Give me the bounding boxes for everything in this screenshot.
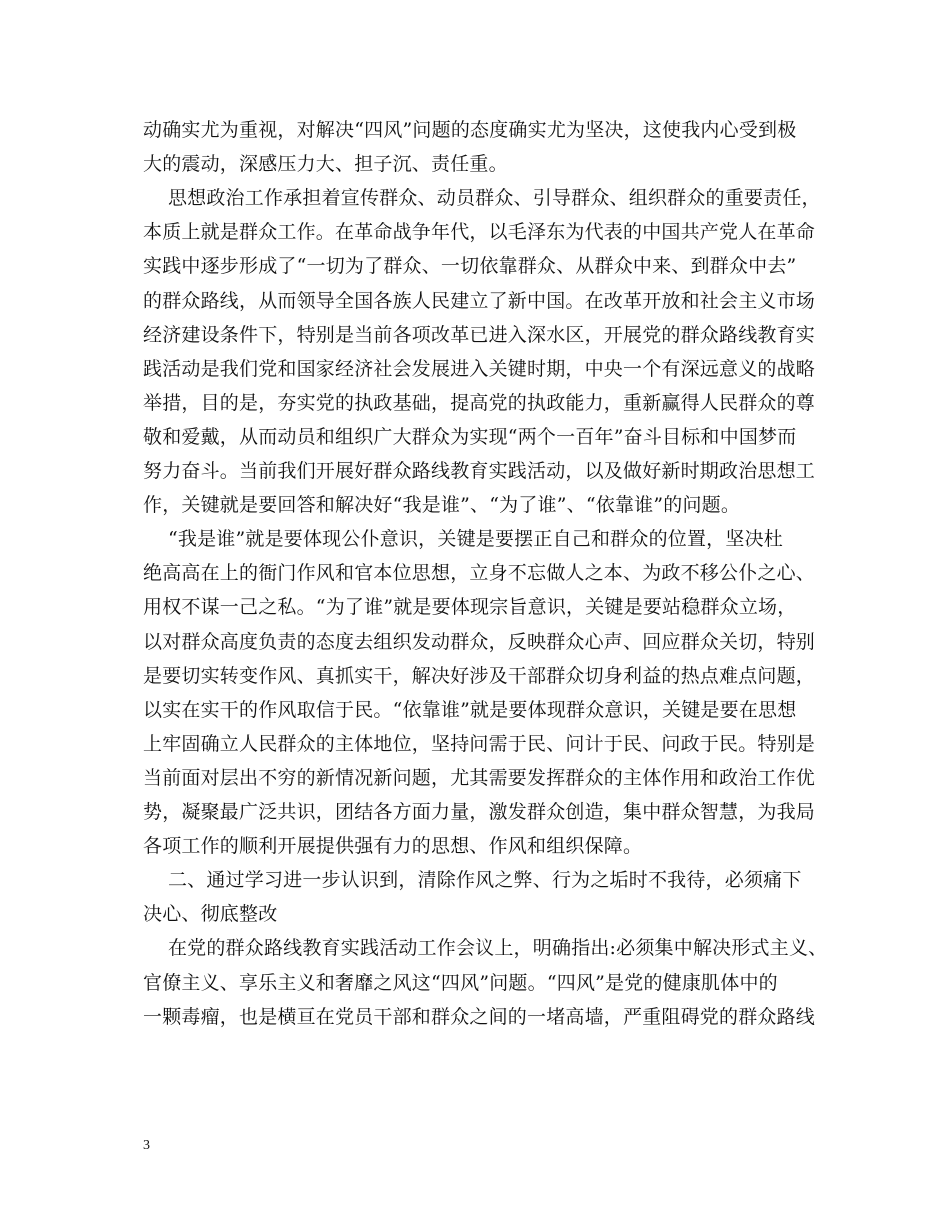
text-line: 各项工作的顺利开展提供强有力的思想、作风和组织保障。	[143, 835, 643, 857]
text-line: 实践中逐步形成了“一切为了群众、一切依靠群众、从群众中来、到群众中去”	[143, 255, 797, 277]
text-line: 绝高高在上的衙门作风和官本位思想，立身不忘做人之本、为政不移公仆之心、	[143, 562, 816, 584]
text-line: 势，凝聚最广泛共识，团结各方面力量，激发群众创造，集中群众智慧，为我局	[143, 801, 816, 823]
text-line: 作，关键就是要回答和解决好“我是谁”、“为了谁”、“依靠谁”的问题。	[143, 494, 741, 516]
text-line: 努力奋斗。当前我们开展好群众路线教育实践活动，以及做好新时期政治思想工	[143, 460, 816, 482]
text-line: 二、通过学习进一步认识到，清除作风之弊、行为之垢时不我待，必须痛下	[143, 869, 802, 891]
text-line: 敬和爱戴，从而动员和组织广大群众为实现“两个一百年”奋斗目标和中国梦而	[143, 426, 797, 448]
text-line: 是要切实转变作风、真抓实干，解决好涉及干部群众切身利益的热点难点问题，	[143, 665, 816, 687]
text-line: 在党的群众路线教育实践活动工作会议上，明确指出:必须集中解决形式主义、	[143, 937, 828, 959]
text-line: 经济建设条件下，特别是当前各项改革已进入深水区，开展党的群众路线教育实	[143, 324, 816, 346]
text-line: 动确实尤为重视，对解决“四风”问题的态度确实尤为坚决，这使我内心受到极	[143, 119, 797, 141]
text-line: 大的震动，深感压力大、担子沉、责任重。	[143, 153, 508, 175]
text-line: 以实在实干的作风取信于民。“依靠谁”就是要体现群众意识，关键是要在思想	[143, 699, 797, 721]
text-line: 官僚主义、享乐主义和奢靡之风这“四风”问题。“四风”是党的健康肌体中的	[143, 972, 778, 994]
text-line: 一颗毒瘤，也是横亘在党员干部和群众之间的一堵高墙，严重阻碍党的群众路线	[143, 1006, 816, 1028]
text-line: 的群众路线，从而领导全国各族人民建立了新中国。在改革开放和社会主义市场	[143, 290, 816, 312]
text-line: 决心、彻底整改	[143, 903, 278, 925]
text-line: 以对群众高度负责的态度去组织发动群众，反映群众心声、回应群众关切，特别	[143, 631, 816, 653]
page-number: 3	[143, 1138, 150, 1153]
text-line: 思想政治工作承担着宣传群众、动员群众、引导群众、组织群众的重要责任，	[143, 187, 821, 209]
text-line: 举措，目的是，夯实党的执政基础，提高党的执政能力，重新赢得人民群众的尊	[143, 392, 816, 414]
text-line: 践活动是我们党和国家经济社会发展进入关键时期，中央一个有深远意义的战略	[143, 358, 816, 380]
text-line: 当前面对层出不穷的新情况新问题，尤其需要发挥群众的主体作用和政治工作优	[143, 767, 816, 789]
text-line: 本质上就是群众工作。在革命战争年代，以毛泽东为代表的中国共产党人在革命	[143, 221, 816, 243]
text-line: “我是谁”就是要体现公仆意识，关键是要摆正自己和群众的位置，坚决杜	[143, 528, 783, 550]
text-line: 上牢固确立人民群众的主体地位，坚持问需于民、问计于民、问政于民。特别是	[143, 733, 816, 755]
text-line: 用权不谋一己之私。“为了谁”就是要体现宗旨意识，关键是要站稳群众立场，	[143, 596, 797, 618]
